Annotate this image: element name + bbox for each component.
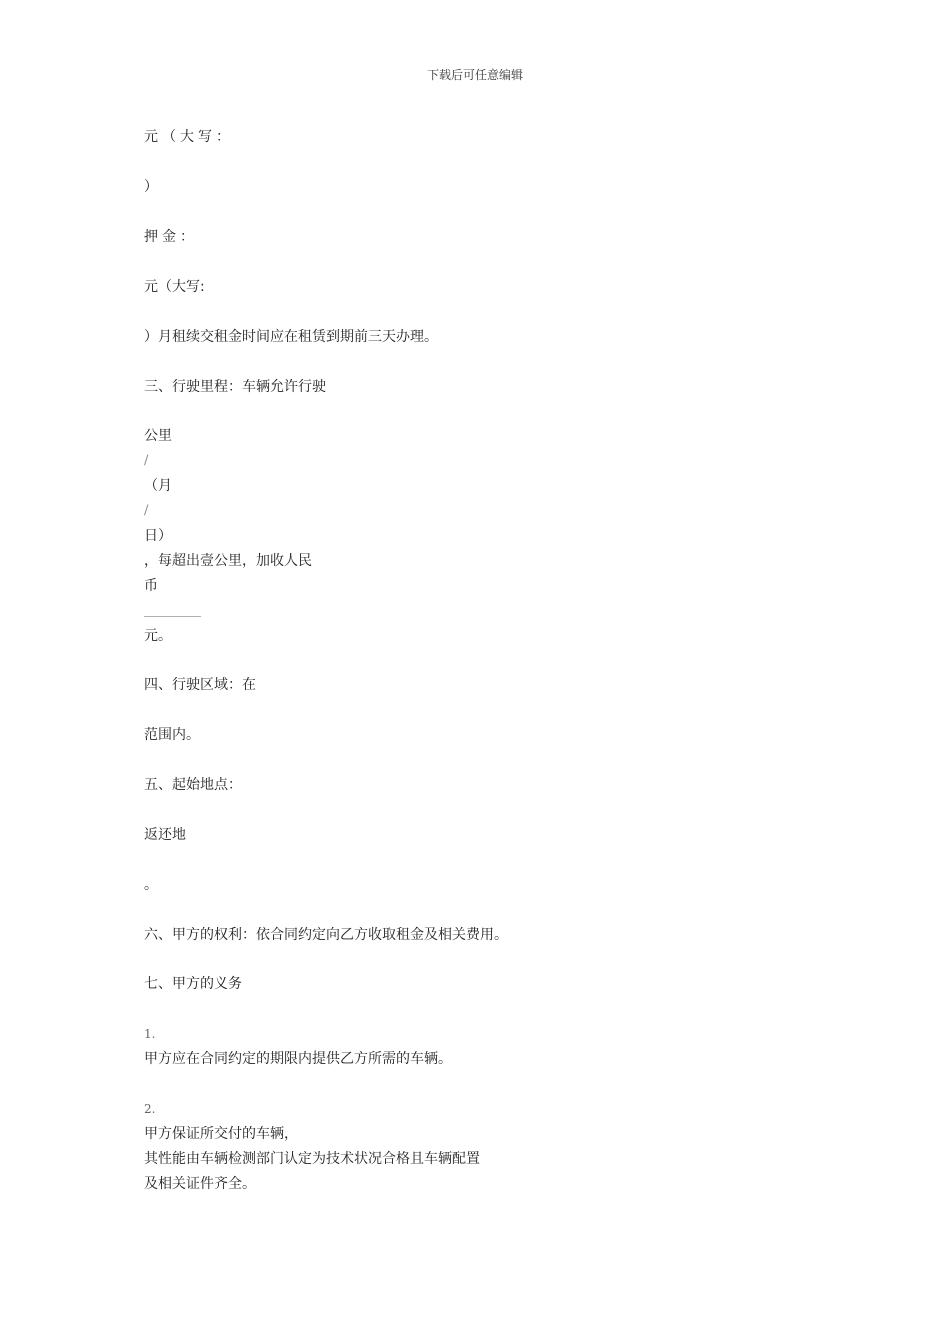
text-line: 甲方保证所交付的车辆， <box>144 1126 298 1142</box>
text-line: 元。 <box>144 628 172 644</box>
section-heading: 七、甲方的义务 <box>144 976 242 992</box>
item-number: 2. <box>144 1102 156 1116</box>
item-number: 1. <box>144 1027 156 1041</box>
text-line: 押金： <box>144 229 198 245</box>
slash-separator: / <box>144 503 149 518</box>
text-line: 甲方应在合同约定的期限内提供乙方所需的车辆。 <box>144 1051 452 1067</box>
section-heading: 四、行驶区域：在 <box>144 677 256 693</box>
text-line: （月 <box>144 478 172 494</box>
text-line: 返还地 <box>144 827 186 843</box>
text-line: ，每超出壹公里，加收人民 <box>144 553 312 569</box>
text-line: 日） <box>144 528 172 544</box>
text-line: ） <box>144 179 158 195</box>
page-header: 下载后可任意编辑 <box>426 68 523 82</box>
text-line: 公里 <box>144 428 172 444</box>
text-line: 及相关证件齐全。 <box>144 1176 256 1192</box>
fill-in-blank <box>144 616 201 617</box>
text-line: 元（大写: <box>144 279 205 295</box>
text-line: 元（大写： <box>144 129 234 145</box>
section-heading: 六、甲方的权利：依合同约定向乙方收取租金及相关费用。 <box>144 927 508 943</box>
text-line: 币 <box>144 578 158 594</box>
text-line: 其性能由车辆检测部门认定为技术状况合格且车辆配置 <box>144 1151 480 1167</box>
text-line: 范围内。 <box>144 727 200 743</box>
section-heading: 三、行驶里程：车辆允许行驶 <box>144 379 326 395</box>
text-line: ）月租续交租金时间应在租赁到期前三天办理。 <box>144 329 438 345</box>
section-heading: 五、起始地点： <box>144 777 242 793</box>
slash-separator: / <box>144 453 149 468</box>
text-line: 。 <box>144 877 158 893</box>
